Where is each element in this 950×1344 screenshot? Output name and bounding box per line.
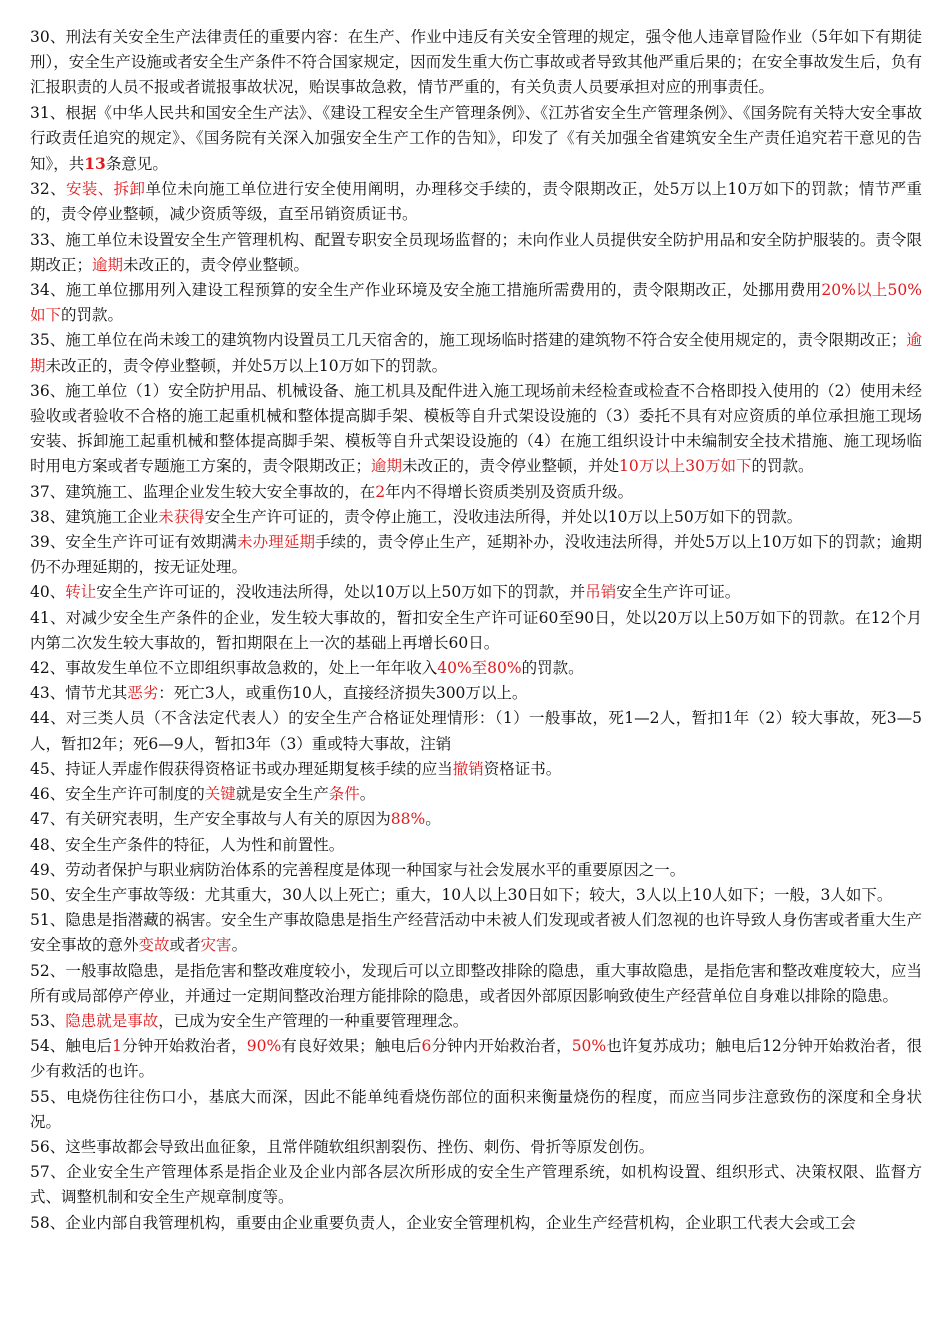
- highlighted-text: 关键: [204, 785, 236, 804]
- list-item: [30, 858, 922, 883]
- text-segment: 57、企业安全生产管理体系是指企业及企业内部各层次所形成的安全生产管理系统，如机构设置、组织形式、决策权限、监督方式、调整机制和安全生产规章制度等。: [30, 1163, 922, 1207]
- text-segment: 。: [359, 785, 376, 804]
- highlighted-text: 条件: [328, 785, 360, 804]
- text-segment: 安全生产许可证的，没收违法所得，处以10万以上50万如下的罚款，并: [96, 583, 586, 602]
- highlighted-text: 逾期: [92, 255, 124, 274]
- text-segment: 分钟开始救治者，: [122, 1037, 247, 1056]
- list-item: [30, 908, 922, 958]
- text-segment: 资格证书。: [483, 759, 562, 778]
- text-segment: 37、建筑施工、监理企业发生较大安全事故的，在: [30, 482, 376, 501]
- text-segment: ：死亡3人，或重伤10人，直接经济损失300万以上。: [158, 684, 528, 703]
- list-item: [30, 25, 922, 101]
- text-segment: 56、这些事故都会导致出血征象，且常伴随软组织割裂伤、挫伤、刺伤、骨折等原发创伤。: [30, 1137, 655, 1156]
- text-segment: 安全生产许可证的，责令停止施工，没收违法所得，并处以10万以上50万如下的罚款。: [204, 507, 803, 526]
- text-segment: 43、情节尤其: [30, 684, 128, 703]
- highlighted-text: 隐患就是事故: [65, 1011, 159, 1030]
- highlighted-text: 逾期: [30, 331, 922, 375]
- highlighted-text: 50%: [571, 1037, 607, 1056]
- list-item: [30, 959, 922, 1009]
- list-item: [30, 177, 922, 227]
- text-segment: 手续的，责令停止生产，延期补办，没收违法所得，并处5万以上10万如下的罚款；逾期仍不办理延期的，按无证处理。: [30, 533, 922, 577]
- list-item: [30, 278, 922, 328]
- highlighted-text: 40%至80%: [437, 659, 522, 678]
- text-segment: 55、电烧伤往往伤口小，基底大而深，因此不能单纯看烧伤部位的面积来衡量烧伤的程度，而应当同步注意致伤的深度和全身状况。: [30, 1087, 922, 1131]
- text-segment: 54、触电后: [30, 1037, 113, 1056]
- highlighted-text: 灾害: [200, 936, 232, 955]
- text-segment: 48、安全生产条件的特征，人为性和前置性。: [30, 835, 345, 854]
- list-item: [30, 656, 922, 681]
- text-segment: 32、: [30, 180, 66, 199]
- list-item: [30, 706, 922, 756]
- text-segment: 39、安全生产许可证有效期满: [30, 533, 238, 552]
- list-item: [30, 379, 922, 480]
- list-item: [30, 606, 922, 656]
- list-item: [30, 228, 922, 278]
- text-segment: 未改正的，责令停业整顿。: [123, 255, 310, 274]
- highlighted-text: 13: [84, 154, 106, 174]
- list-item: [30, 807, 922, 832]
- text-segment: 40、: [30, 583, 66, 602]
- highlighted-text: 吊销: [585, 583, 617, 602]
- text-segment: 或者: [169, 936, 201, 955]
- highlighted-text: 20%以上50%如下: [30, 281, 922, 325]
- highlighted-text: 2: [375, 482, 386, 501]
- text-segment: 有良好效果；触电后: [281, 1037, 422, 1056]
- highlighted-text: 6: [421, 1037, 432, 1056]
- text-segment: 31、根据《中华人民共和国安全生产法》、《建设工程安全生产管理条例》、《江苏省安全生产管理条例》、《国务院有关特大安全事故行政责任追究的规定》、《国务院有关深入加强安全生产工作的告知》，印发了《有关加强全省建筑安全生产责任追究若干意见的告知》，共: [30, 103, 922, 174]
- text-segment: 条意见。: [105, 155, 168, 174]
- text-segment: 49、劳动者保护与职业病防治体系的完善程度是体现一种国家与社会发展水平的重要原因之一。: [30, 860, 686, 879]
- text-segment: 单位未向施工单位进行安全使用阐明，办理移交手续的，责令限期改正，处5万以上10万如下的罚款；情节严重的，责令停业整顿，减少资质等级，直至吊销资质证书。: [30, 180, 922, 224]
- highlighted-text: 未办理延期: [237, 533, 316, 552]
- highlighted-text: 逾期: [371, 457, 403, 476]
- list-item: [30, 757, 922, 782]
- text-segment: 的罚款。: [751, 457, 814, 476]
- list-item: [30, 681, 922, 706]
- highlighted-text: 1: [112, 1037, 122, 1056]
- highlighted-text: 90%: [246, 1037, 282, 1056]
- text-segment: 就是安全生产: [235, 785, 329, 804]
- list-item: [30, 580, 922, 605]
- text-segment: 未改正的，责令停业整顿，并处5万以上10万如下的罚款。: [45, 356, 448, 375]
- list-item: [30, 480, 922, 505]
- text-segment: 也许复苏成功；触电后12分钟开始救治者，很少有救活的也许。: [30, 1037, 922, 1081]
- text-segment: 53、: [30, 1011, 66, 1030]
- highlighted-text: 撤销: [452, 759, 484, 778]
- highlighted-text: 88%: [390, 810, 426, 829]
- list-item: [30, 328, 922, 378]
- highlighted-text: 10万以上30万如下: [619, 457, 752, 476]
- text-segment: 47、有关研究表明，生产安全事故与人有关的原因为: [30, 810, 391, 829]
- text-segment: 34、施工单位挪用列入建设工程预算的安全生产作业环境及安全施工措施所需费用的，责令限期改正，处挪用费用: [30, 281, 822, 300]
- document-page: [30, 25, 922, 1236]
- text-segment: 42、事故发生单位不立即组织事故急救的，处上一年年收入: [30, 659, 438, 678]
- list-item: [30, 1160, 922, 1210]
- list-item: [30, 1211, 922, 1236]
- list-item: [30, 505, 922, 530]
- text-segment: ，已成为安全生产管理的一种重要管理理念。: [158, 1011, 469, 1030]
- highlighted-text: 安装、拆卸: [66, 180, 146, 199]
- list-item: [30, 833, 922, 858]
- text-segment: 。: [425, 810, 441, 829]
- text-segment: 45、持证人弄虚作假获得资格证书或办理延期复核手续的应当: [30, 759, 453, 778]
- text-segment: 35、施工单位在尚未竣工的建筑物内设置员工几天宿舍的，施工现场临时搭建的建筑物不符合安全使用规定的，责令限期改正；: [30, 331, 907, 350]
- list-item: [30, 782, 922, 807]
- text-segment: 安全生产许可证。: [616, 583, 741, 602]
- list-item: [30, 1135, 922, 1160]
- list-item: [30, 1009, 922, 1034]
- text-segment: 的罚款。: [521, 659, 584, 678]
- text-segment: 51、隐患是指潜藏的祸害。安全生产事故隐患是指生产经营活动中未被人们发现或者被人们忽视的也许导致人身伤害或者重大生产安全事故的意外: [30, 911, 922, 955]
- text-segment: 的罚款。: [61, 306, 124, 325]
- text-segment: 58、企业内部自我管理机构，重要由企业重要负责人，企业安全管理机构，企业生产经营机构，企业职工代表大会或工会: [30, 1213, 856, 1232]
- list-item: [30, 883, 922, 908]
- list-item: [30, 1085, 922, 1135]
- highlighted-text: 未获得: [158, 507, 205, 526]
- text-segment: 46、安全生产许可制度的: [30, 785, 205, 804]
- list-item: [30, 530, 922, 580]
- text-segment: 。: [231, 936, 248, 955]
- text-segment: 41、对减少安全生产条件的企业，发生较大事故的，暂扣安全生产许可证60至90日，处以20万以上50万如下的罚款。在12个月内第二次发生较大事故的，暂扣期限在上一次的基础上再增长60日。: [30, 608, 922, 652]
- text-segment: 分钟内开始救治者，: [431, 1037, 572, 1056]
- text-segment: 年内不得增长资质类别及资质升级。: [385, 482, 634, 501]
- text-segment: 38、建筑施工企业: [30, 507, 159, 526]
- text-segment: 52、一般事故隐患，是指危害和整改难度较小，发现后可以立即整改排除的隐患，重大事故隐患，是指危害和整改难度较大，应当所有或局部停产停业，并通过一定期间整改治理方能排除的隐患，或者因外部原因影响致使生产经营单位自身难以排除的隐患。: [30, 961, 922, 1005]
- highlighted-text: 变故: [138, 936, 170, 955]
- text-segment: 44、对三类人员（不含法定代表人）的安全生产合格证处理情形：（1）一般事故，死1—2人，暂扣1年（2）较大事故，死3—5人，暂扣2年；死6—9人，暂扣3年（3）重或特大事故，注销: [30, 709, 922, 753]
- list-item: [30, 1034, 922, 1084]
- list-item: [30, 101, 922, 178]
- text-segment: 33、施工单位未设置安全生产管理机构、配置专职安全员现场监督的；未向作业人员提供安全防护用品和安全防护服装的。责令限期改正；: [30, 230, 922, 274]
- highlighted-text: 转让: [65, 583, 97, 602]
- text-segment: 30、刑法有关安全生产法律责任的重要内容：在生产、作业中违反有关安全管理的规定，强令他人违章冒险作业（5年如下有期徒刑），安全生产设施或者安全生产条件不符合国家规定，因而发生重大伤亡事故或者导致其他严重后果的；在安全事故发生后，负有汇报职责的人员不报或者谎报事故状况，贻误事故急救，情节严重的，有关负责人员要承担对应的刑事责任。: [30, 28, 922, 97]
- text-segment: 未改正的，责令停业整顿，并处: [402, 457, 620, 476]
- highlighted-text: 恶劣: [127, 684, 159, 703]
- text-segment: 50、安全生产事故等级：尤其重大，30人以上死亡；重大，10人以上30日如下；较大，3人以上10人如下；一般，3人如下。: [30, 885, 893, 904]
- text-segment: 36、施工单位（1）安全防护用品、机械设备、施工机具及配件进入施工现场前未经检查或检查不合格即投入使用的（2）使用未经验收或者验收不合格的施工起重机械和整体提高脚手架、模板等自升式架设设施的（3）委托不具有对应资质的单位承担施工现场安装、拆卸施工起重机械和整体提高脚手架、模板等自升式架设设施的（4）在施工组织设计中未编制安全技术措施、施工现场临时用电方案或者专题施工方案的，责令限期改正；: [30, 381, 922, 476]
